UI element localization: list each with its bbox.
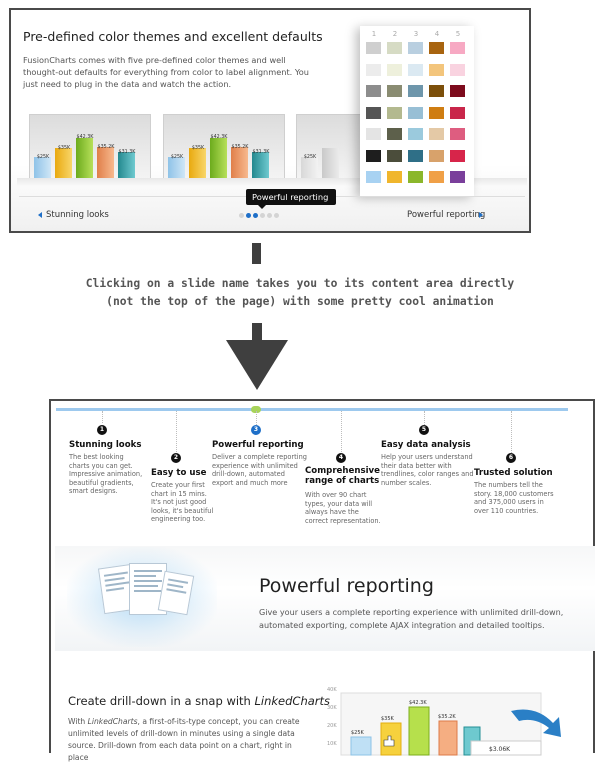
step-description — [474, 481, 554, 515]
color-swatch — [408, 85, 423, 97]
step-description — [212, 453, 307, 487]
desc-line: engineering too. — [151, 515, 206, 523]
prev-arrow-icon[interactable] — [38, 212, 42, 218]
color-swatch — [429, 171, 444, 183]
color-swatch — [429, 128, 444, 140]
bar-label: $25K — [36, 155, 50, 160]
desc-line: correct representation. — [305, 516, 381, 525]
desc-line: number scales. — [381, 478, 432, 487]
step-description — [381, 453, 474, 487]
bar-label: $35K — [57, 146, 71, 151]
theme-number: 3 — [413, 30, 419, 38]
color-swatch — [366, 42, 381, 54]
bar-label: $31.3K — [252, 150, 270, 155]
theme-number: 4 — [434, 30, 440, 38]
desc-line: smart designs. — [69, 487, 118, 495]
color-swatch — [429, 64, 444, 76]
desc-line: always have the — [305, 508, 359, 516]
section-description: Give your users a complete reporting experience with unlimited drill-down, automated exporting, complete AJAX integration and detailed tooltips. — [259, 607, 564, 630]
timeline-connector — [102, 411, 103, 423]
color-swatch — [366, 107, 381, 119]
color-swatch — [387, 64, 402, 76]
bar-label: $3.06K — [489, 746, 511, 753]
color-swatch — [450, 85, 465, 97]
explanation-caption — [30, 275, 570, 311]
title-line: Comprehensive — [305, 466, 380, 476]
step-title-active[interactable]: Powerful reporting — [212, 440, 304, 450]
desc-line: Deliver a complete reporting — [212, 453, 307, 461]
bar-label: $35.2K — [97, 145, 115, 150]
axis-label: 40K — [327, 687, 337, 693]
desc-line: experience with unlimited — [212, 461, 298, 470]
pagination-dot-active[interactable] — [246, 213, 251, 218]
chart-thumbnail — [296, 114, 366, 186]
desc-text: , a first-of-its-type concept, you can create unlimited levels of drill-down in minutes using a single data source. Drill-down from each data point on a chart, right in place — [68, 717, 300, 762]
bar-label: $42.3K — [210, 135, 228, 140]
desc-line: chart in 15 mins. — [151, 489, 207, 498]
bar-label: $35.2K — [438, 714, 456, 720]
pagination-dot-active[interactable] — [253, 213, 258, 218]
step-description — [69, 453, 142, 496]
color-swatch — [450, 64, 465, 76]
slide-tooltip: Powerful reporting — [246, 189, 336, 205]
color-swatch — [450, 107, 465, 119]
color-swatch — [429, 42, 444, 54]
desc-line: beautiful gradients, — [69, 478, 134, 487]
chart-bar — [439, 721, 457, 755]
color-swatch — [408, 150, 423, 162]
step-title[interactable] — [305, 466, 380, 486]
axis-label: 30K — [327, 705, 337, 711]
desc-line: Help your users understand — [381, 453, 473, 461]
axis-label: 10K — [327, 741, 337, 747]
pagination-dot[interactable] — [260, 213, 265, 218]
step-description — [151, 481, 213, 524]
color-swatch — [408, 128, 423, 140]
bar-label: $25K — [303, 155, 317, 160]
color-swatch — [366, 171, 381, 183]
drilldown-description — [68, 716, 308, 764]
slide-title: Pre-defined color themes and excellent defaults — [23, 29, 323, 44]
color-swatch — [429, 150, 444, 162]
bar-label: $25K — [351, 730, 364, 736]
color-swatch — [429, 107, 444, 119]
bar-label: $35K — [381, 716, 394, 722]
timeline-connector — [176, 411, 177, 452]
theme-slide-panel — [9, 8, 531, 233]
bar-label: $31.3K — [118, 150, 136, 155]
axis-label: 20K — [327, 723, 337, 729]
color-swatch — [366, 150, 381, 162]
desc-line: drill-down, automated — [212, 470, 285, 478]
color-swatch — [408, 107, 423, 119]
pagination-dot[interactable] — [274, 213, 279, 218]
step-number-badge[interactable]: 4 — [336, 453, 346, 463]
timeline-connector — [424, 411, 425, 425]
bar-label: $35K — [191, 146, 205, 151]
theme-number: 5 — [455, 30, 461, 38]
chart-bar — [351, 737, 371, 755]
timeline-connector — [256, 411, 257, 425]
color-swatch — [408, 42, 423, 54]
color-swatch — [387, 42, 402, 54]
desc-line: looks, it's beautiful — [151, 506, 214, 515]
step-title[interactable]: Easy data analysis — [381, 440, 471, 450]
color-swatch — [387, 150, 402, 162]
pagination-dot[interactable] — [239, 213, 244, 218]
theme-number: 2 — [392, 30, 398, 38]
drilldown-title — [68, 694, 330, 708]
desc-emphasis: LinkedCharts — [87, 717, 138, 726]
color-swatch — [387, 171, 402, 183]
chart-thumbnail — [29, 114, 151, 186]
color-swatch — [387, 107, 402, 119]
color-swatch — [408, 64, 423, 76]
pagination-dot[interactable] — [267, 213, 272, 218]
caption-line: (not the top of the page) with some pretty cool animation — [106, 295, 494, 308]
color-swatch — [366, 85, 381, 97]
step-description — [305, 491, 381, 525]
desc-line: over 110 countries. — [474, 506, 539, 515]
color-swatch — [387, 128, 402, 140]
color-swatch — [366, 128, 381, 140]
chart-bar — [409, 707, 429, 755]
title-emphasis: LinkedCharts — [254, 694, 331, 708]
color-theme-swatches — [360, 26, 474, 196]
connector-bar — [252, 243, 261, 264]
bar-label: $42.3K — [76, 135, 94, 140]
feature-timeline — [56, 408, 568, 411]
step-number-badge[interactable]: 6 — [506, 453, 516, 463]
next-arrow-icon[interactable] — [479, 212, 483, 218]
step-number-badge[interactable]: 2 — [171, 453, 181, 463]
linkedcharts-preview — [321, 685, 591, 755]
desc-line: With over 90 chart — [305, 491, 367, 499]
step-title[interactable]: Trusted solution — [474, 468, 553, 478]
section-title: Powerful reporting — [259, 575, 434, 597]
color-swatch — [450, 42, 465, 54]
timeline-connector — [511, 411, 512, 453]
desc-line: their data better with — [381, 461, 452, 470]
step-title[interactable]: Easy to use — [151, 468, 207, 478]
chart-thumbnail — [163, 114, 285, 186]
step-title[interactable]: Stunning looks — [69, 440, 142, 450]
desc-line: Impressive animation, — [69, 470, 143, 478]
desc-line: charts you can get. — [69, 461, 133, 470]
desc-line: The best looking — [69, 453, 124, 461]
desc-line: export and much more — [212, 478, 288, 487]
title-text: Create drill-down in a snap with — [68, 694, 255, 708]
desc-line: types, your data will — [305, 499, 373, 508]
next-slide-link[interactable]: Powerful reporting — [407, 210, 486, 220]
prev-slide-link[interactable]: Stunning looks — [46, 210, 109, 220]
color-swatch — [366, 64, 381, 76]
desc-line: Create your first — [151, 481, 205, 489]
color-swatch — [408, 171, 423, 183]
bar-label: $42.3K — [409, 700, 427, 706]
color-swatch — [450, 128, 465, 140]
title-line: range of charts — [305, 476, 380, 486]
color-swatch — [387, 85, 402, 97]
bar-label: $25K — [170, 155, 184, 160]
color-swatch — [450, 171, 465, 183]
step-number-badge[interactable]: 5 — [419, 425, 429, 435]
color-swatch — [429, 85, 444, 97]
desc-line: The numbers tell the — [474, 481, 543, 489]
step-number-badge-active[interactable]: 3 — [251, 425, 261, 435]
bar-label: $35.2K — [231, 145, 249, 150]
theme-number: 1 — [371, 30, 377, 38]
down-arrow-head-icon — [226, 340, 288, 390]
caption-line: Clicking on a slide name takes you to its content area directly — [85, 277, 515, 290]
features-page-panel — [49, 399, 595, 762]
color-swatch — [450, 150, 465, 162]
step-number-badge[interactable]: 1 — [97, 425, 107, 435]
desc-text: With — [68, 717, 88, 726]
desc-line: trendlines, color ranges and — [381, 470, 474, 478]
desc-line: It's not just good — [151, 498, 207, 506]
desc-line: and 375,000 users in — [474, 498, 544, 506]
slide-description: FusionCharts comes with five pre-defined color themes and well thought-out defaults for everything from color to label alignment. You just need to plug in the data and watch the action. — [23, 55, 309, 89]
timeline-connector — [341, 411, 342, 452]
desc-line: story. 18,000 customers — [474, 489, 554, 498]
